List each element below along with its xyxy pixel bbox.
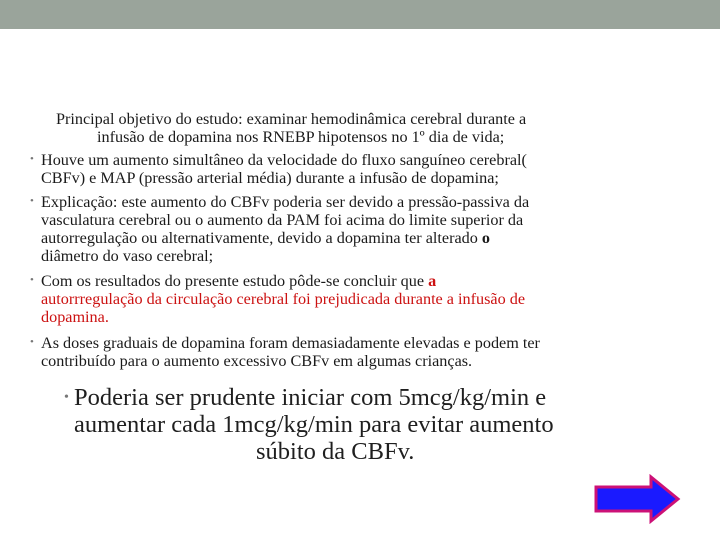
bullet-1-line-2: CBFv) e MAP (pressão arterial média) durante a infusão de dopamina;	[41, 169, 499, 187]
bullet-4-line-2: contribuído para o aumento excessivo CBFv em algumas crianças.	[41, 352, 473, 370]
bullet-marker: •	[64, 390, 69, 405]
bullet-2-line-3	[41, 229, 490, 247]
bullet-marker: •	[30, 153, 34, 165]
bullet-2-line-3-text: autorregulação ou alternativamente, devido a dopamina ter alterado	[41, 229, 478, 247]
bullet-marker: •	[30, 336, 34, 348]
bullet-2-bold-o: o	[481, 229, 491, 247]
conclusion-line-2: aumentar cada 1mcg/kg/min para evitar aumento	[74, 411, 554, 438]
intro-line-1: Principal objetivo do estudo: examinar hemodinâmica cerebral durante a	[56, 110, 527, 128]
bullet-marker: •	[30, 195, 34, 207]
bullet-marker: •	[30, 274, 34, 286]
conclusion-line-3: súbito da CBFv.	[256, 438, 415, 465]
bullet-2-line-1: Explicação: este aumento do CBFv poderia ser devido a pressão-passiva da	[41, 193, 530, 211]
bullet-2-line-2: vasculatura cerebral ou o aumento da PAM foi acima do limite superior da	[41, 211, 524, 229]
bullet-3-line-2: autorrregulação da circulação cerebral foi prejudicada durante a infusão de	[41, 290, 526, 308]
bullet-3-line-1-text: Com os resultados do presente estudo pôde-se concluir que	[41, 272, 425, 290]
intro-line-2: infusão de dopamina nos RNEBP hipotensos no 1º dia de vida;	[97, 128, 505, 146]
bullet-3-red-a: a	[428, 272, 437, 290]
bullet-2-line-4: diâmetro do vaso cerebral;	[41, 247, 214, 265]
bullet-3-line-1	[41, 272, 436, 290]
right-arrow-icon	[593, 474, 681, 524]
next-slide-button[interactable]	[593, 474, 681, 524]
conclusion-line-1: Poderia ser prudente iniciar com 5mcg/kg/min e	[74, 384, 547, 411]
bullet-4-line-1: As doses graduais de dopamina foram demasiadamente elevadas e podem ter	[41, 334, 540, 352]
bullet-1-line-1: Houve um aumento simultâneo da velocidade do fluxo sanguíneo cerebral(	[41, 151, 527, 169]
bullet-3-line-3: dopamina.	[41, 308, 109, 326]
